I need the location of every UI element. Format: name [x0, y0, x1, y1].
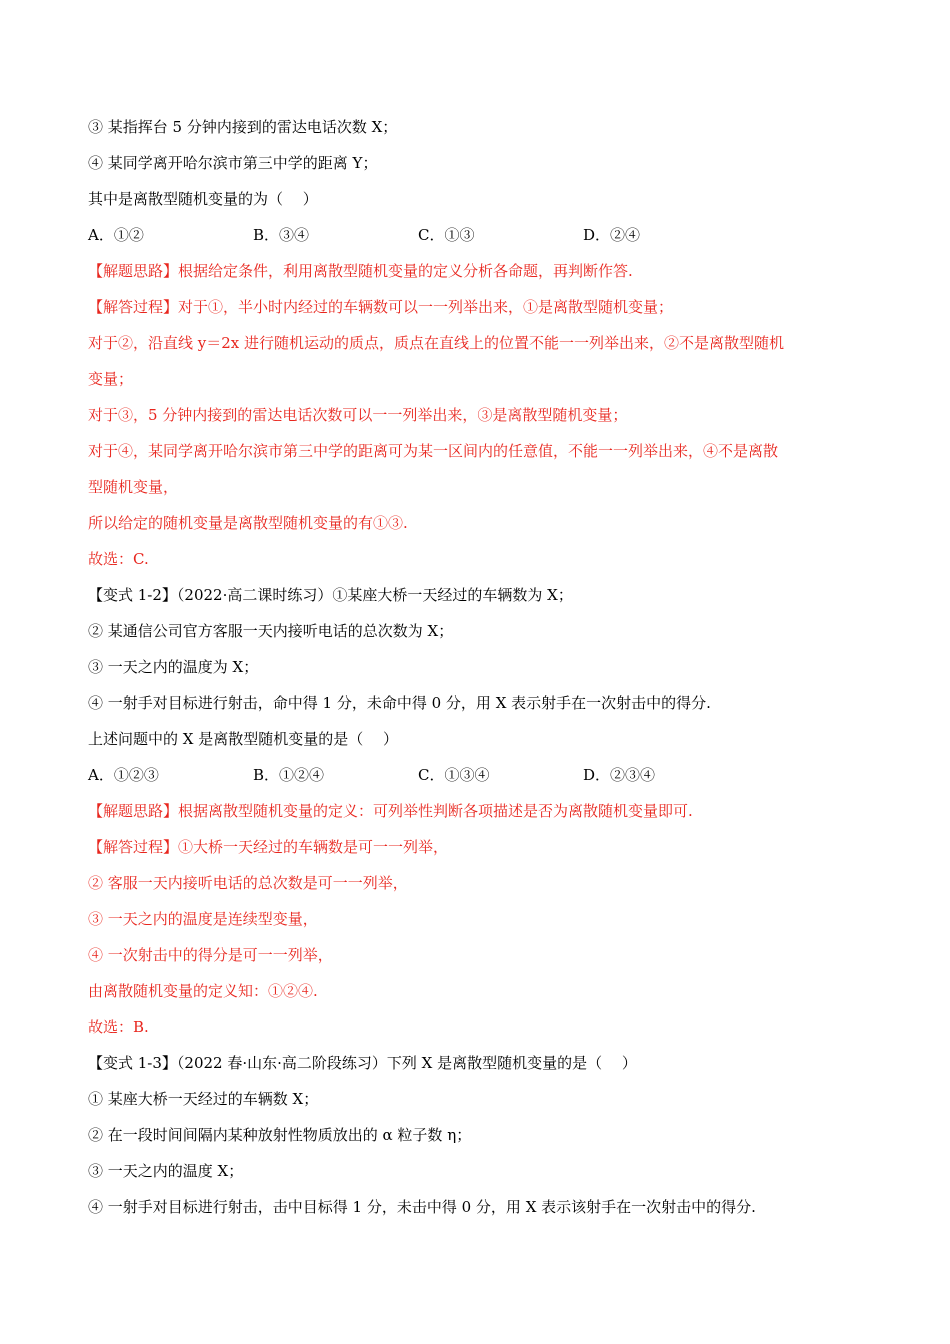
solution-line: 型随机变量， [88, 478, 179, 496]
solution-line: 对于③，5 分钟内接到的雷达电话次数可以一一列举出来，③是离散型随机变量； [88, 406, 628, 424]
option-c: C．①③④ [418, 766, 490, 784]
text-line: ③ 一天之内的温度 X； [88, 1162, 244, 1180]
question-stem: 其中是离散型随机变量的为（ ） [88, 190, 318, 208]
solution-process: 【解答过程】①大桥一天经过的车辆数是可一一列举， [88, 838, 449, 856]
text-line: ③ 一天之内的温度为 X； [88, 658, 259, 676]
solution-line: ④ 一次射击中的得分是可一一列举， [88, 946, 333, 964]
solution-line: ③ 一天之内的温度是连续型变量， [88, 910, 318, 928]
variant-heading: 【变式 1-2】（2022·高二课时练习）①某座大桥一天经过的车辆数为 X； [88, 586, 573, 604]
solution-answer: 故选：B. [88, 1018, 149, 1036]
text-line: ④ 一射手对目标进行射击，击中目标得 1 分，未击中得 0 分，用 X 表示该射手在一次射击中的得分. [88, 1198, 756, 1216]
solution-answer: 故选：C. [88, 550, 149, 568]
option-a: A．①②③ [88, 766, 159, 784]
option-c: C．①③ [418, 226, 475, 244]
option-b: B．③④ [253, 226, 310, 244]
option-d: D．②③④ [583, 766, 656, 784]
variant-heading: 【变式 1-3】（2022 春·山东·高二阶段练习）下列 X 是离散型随机变量的是（ ） [88, 1054, 637, 1072]
text-line: ② 在一段时间间隔内某种放射性物质放出的 α 粒子数 η； [88, 1126, 472, 1144]
solution-line: 对于④，某同学离开哈尔滨市第三中学的距离可为某一区间内的任意值，不能一一列举出来，④不是离散 [88, 442, 779, 460]
option-a: A．①② [88, 226, 144, 244]
text-line: ④ 一射手对目标进行射击，命中得 1 分，未命中得 0 分，用 X 表示射手在一次射击中的得分. [88, 694, 711, 712]
text-line-2: ④ 某同学离开哈尔滨市第三中学的距离 Y； [88, 154, 378, 172]
solution-line: 对于②，沿直线 y＝2x 进行随机运动的质点，质点在直线上的位置不能一一列举出来，②不是离散型随机 [88, 334, 785, 352]
solution-conclusion: 由离散随机变量的定义知：①②④. [88, 982, 318, 1000]
solution-idea: 【解题思路】根据给定条件，利用离散型随机变量的定义分析各命题，再判断作答. [88, 262, 633, 280]
solution-process: 【解答过程】对于①，半小时内经过的车辆数可以一一列举出来，①是离散型随机变量； [88, 298, 674, 316]
question-stem: 上述问题中的 X 是离散型随机变量的是（ ） [88, 730, 398, 748]
solution-line: 变量； [88, 370, 134, 388]
option-b: B．①②④ [253, 766, 325, 784]
answer-options [88, 765, 788, 785]
solution-idea: 【解题思路】根据离散型随机变量的定义：可列举性判断各项描述是否为离散随机变量即可. [88, 802, 693, 820]
option-d: D．②④ [583, 226, 641, 244]
answer-options [88, 225, 788, 245]
solution-conclusion: 所以给定的随机变量是离散型随机变量的有①③. [88, 514, 408, 532]
text-line: ② 某通信公司官方客服一天内接听电话的总次数为 X； [88, 622, 454, 640]
text-line-1: ③ 某指挥台 5 分钟内接到的雷达电话次数 X； [88, 118, 398, 136]
text-line: ① 某座大桥一天经过的车辆数 X； [88, 1090, 319, 1108]
solution-line: ② 客服一天内接听电话的总次数是可一一列举， [88, 874, 408, 892]
